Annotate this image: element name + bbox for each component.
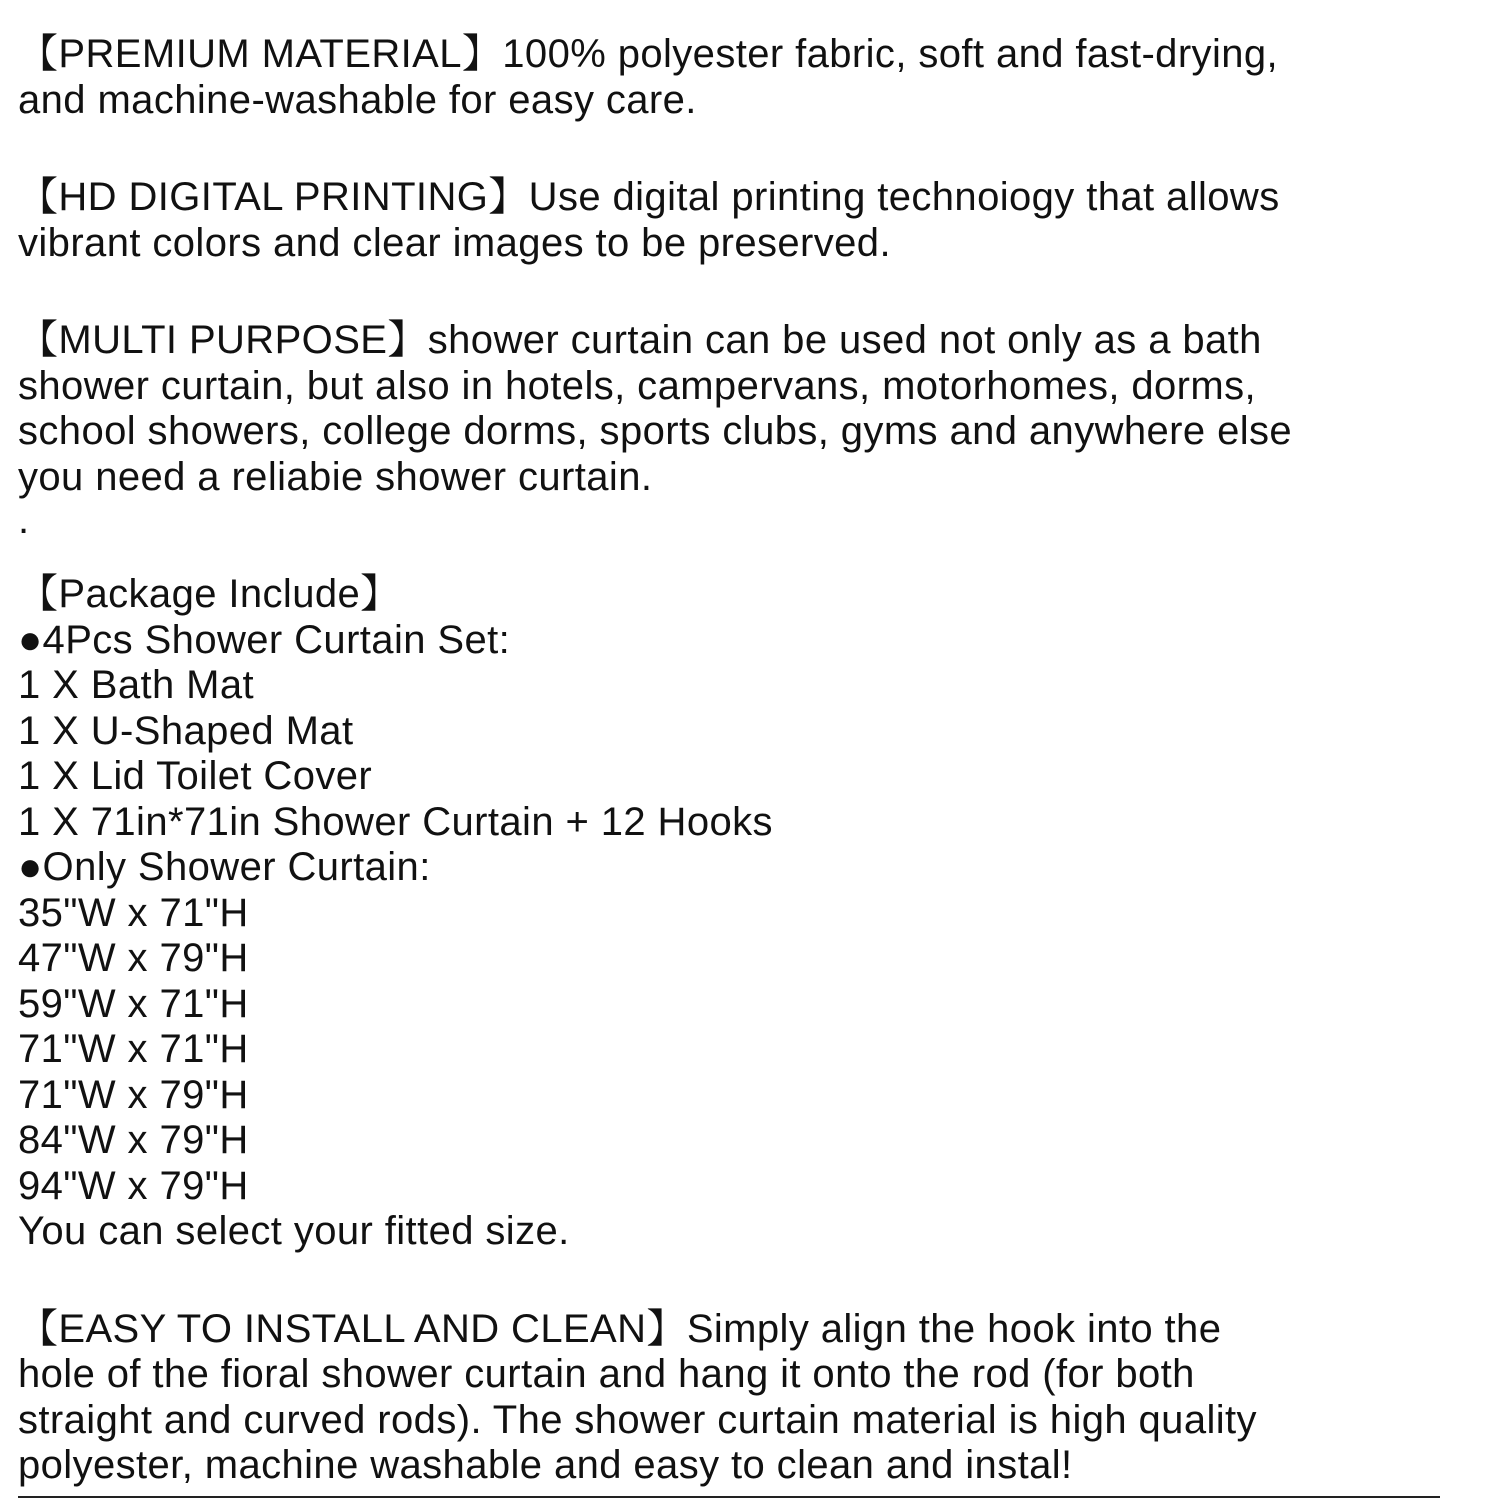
- premium-line-1: [18, 32, 1488, 78]
- multipurpose-trailing-dot: .: [18, 498, 30, 542]
- bottom-divider: [18, 1496, 1440, 1498]
- multipurpose-heading: 【MULTI PURPOSE】: [18, 318, 428, 362]
- package-size-option: 94"W x 79"H: [18, 1163, 249, 1208]
- package-size-option: 84"W x 79"H: [18, 1118, 249, 1162]
- section-easy-install: [18, 1307, 1488, 1489]
- printing-text-1: Use digital printing technoiogy that allows: [528, 175, 1280, 219]
- package-size-option: 47"W x 79"H: [18, 936, 249, 980]
- printing-text-2: vibrant colors and clear images to be preserved.: [18, 220, 891, 265]
- package-size-option: 71"W x 71"H: [18, 1027, 249, 1071]
- package-set-item: 1 X Lid Toilet Cover: [18, 754, 373, 798]
- package-only-title: ●Only Shower Curtain:: [18, 845, 431, 889]
- package-size-option: 35"W x 71"H: [18, 890, 249, 935]
- section-hd-digital-printing: [18, 175, 1488, 266]
- section-premium-material: [18, 32, 1488, 123]
- package-set-item: 1 X 71in*71in Shower Curtain + 12 Hooks: [18, 799, 773, 844]
- multipurpose-text-4: you need a reliabie shower curtain.: [18, 454, 653, 499]
- printing-heading: 【HD DIGITAL PRINTING】: [18, 175, 529, 219]
- package-size-option: 71"W x 79"H: [18, 1072, 249, 1117]
- multipurpose-text-2: shower curtain, but also in hotels, campervans, motorhomes, dorms,: [18, 363, 1257, 408]
- premium-text-2: and machine-washable for easy care.: [18, 77, 697, 122]
- install-line-1: [18, 1307, 1488, 1353]
- premium-heading: 【PREMIUM MATERIAL】: [18, 32, 503, 76]
- package-size-option: 59"W x 71"H: [18, 981, 249, 1026]
- package-set-title: ●4Pcs Shower Curtain Set:: [18, 617, 511, 662]
- install-text-3: straight and curved rods). The shower curtain material is high quality: [18, 1397, 1257, 1442]
- package-set-item: 1 X U-Shaped Mat: [18, 708, 354, 753]
- package-set-item: 1 X Bath Mat: [18, 663, 255, 707]
- product-description: [18, 32, 1488, 1489]
- install-text-4: polyester, machine washable and easy to clean and instal!: [18, 1443, 1073, 1487]
- multipurpose-text-3: school showers, college dorms, sports clubs, gyms and anywhere else: [18, 409, 1293, 453]
- multipurpose-text-1: shower curtain can be used not only as a bath: [427, 318, 1262, 362]
- install-text-1: Simply align the hook into the: [686, 1306, 1222, 1351]
- section-package-include: [18, 572, 1488, 1255]
- package-heading: 【Package Include】: [18, 572, 401, 616]
- premium-text-1: 100% polyester fabric, soft and fast-drying,: [502, 32, 1279, 76]
- section-multi-purpose: [18, 318, 1488, 540]
- printing-line-1: [18, 175, 1488, 221]
- install-text-2: hole of the fioral shower curtain and hang it onto the rod (for both: [18, 1352, 1195, 1396]
- multipurpose-line-1: [18, 318, 1488, 364]
- install-heading: 【EASY TO INSTALL AND CLEAN】: [18, 1306, 687, 1351]
- package-note: You can select your fitted size.: [18, 1209, 570, 1253]
